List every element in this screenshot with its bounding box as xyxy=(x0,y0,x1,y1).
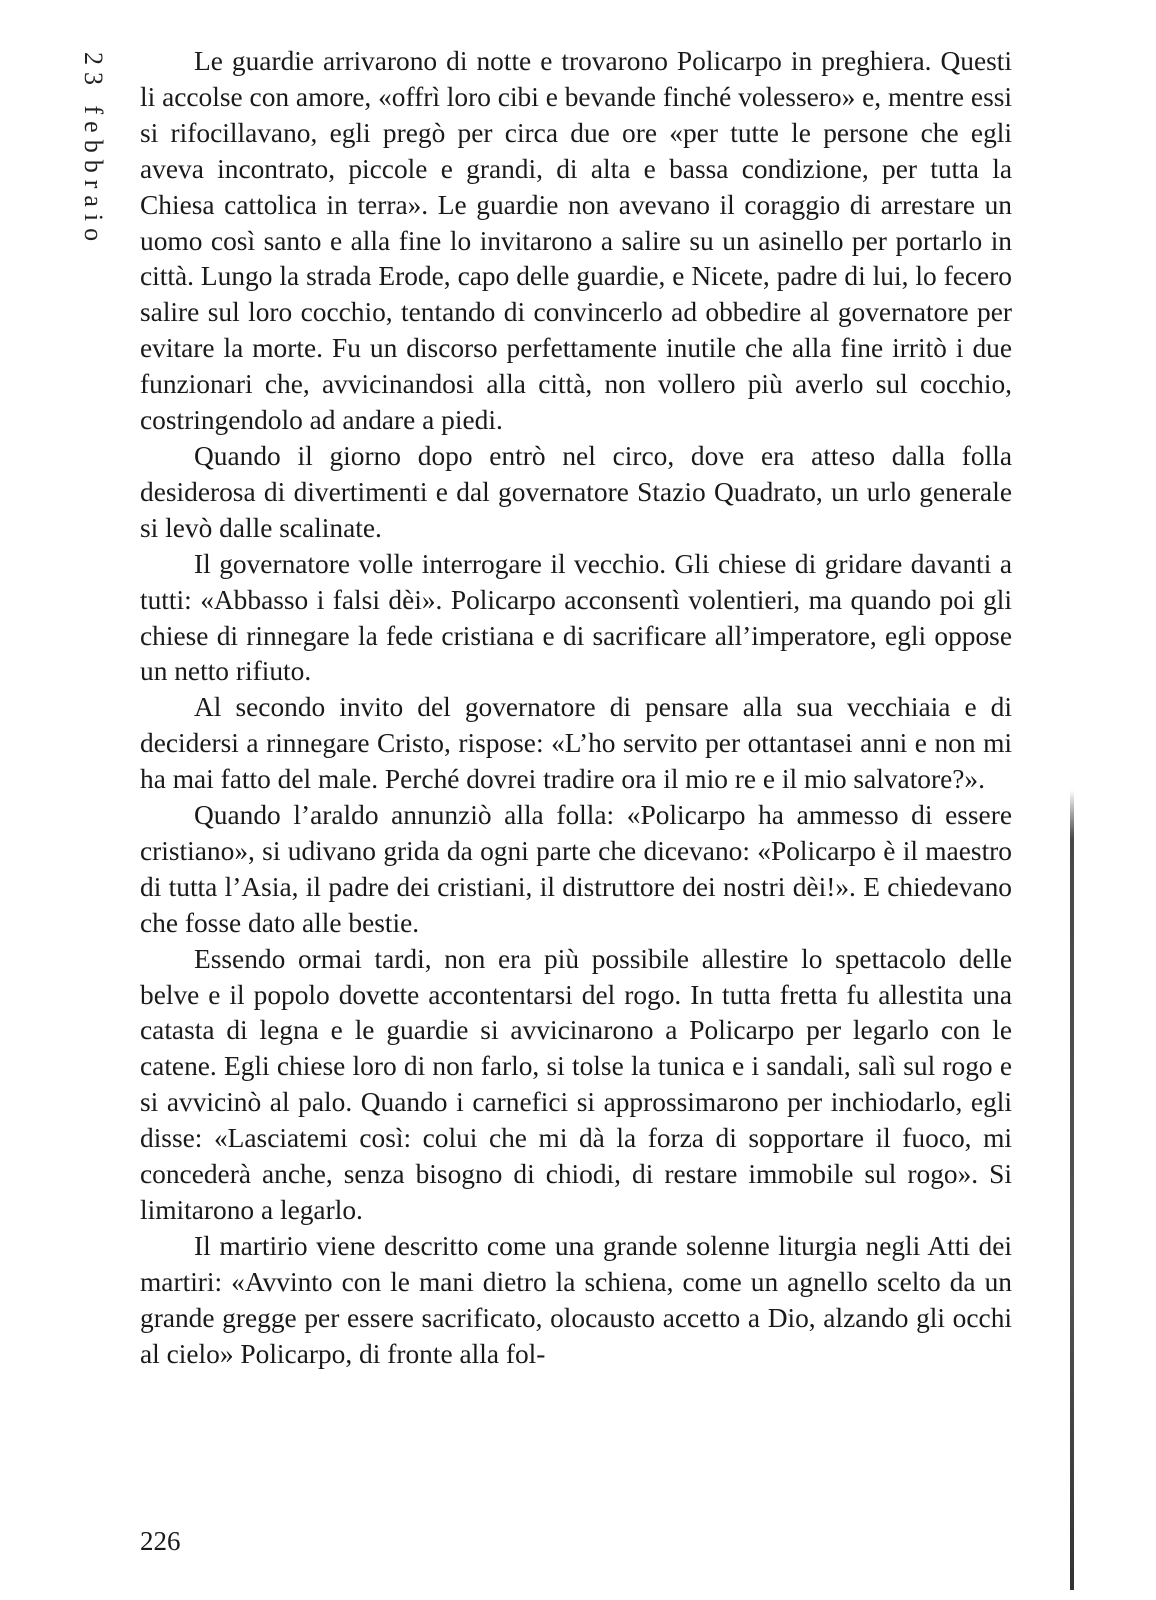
paragraph: Al secondo invito del governatore di pensare alla sua vecchiaia e di decidersi a rinnegare Cristo, rispose: «L’ho servito per ottantasei anni e non mi ha mai fatto del male. Perché dovrei tradire ora il mio re e il mio salvatore?». xyxy=(140,692,1012,795)
paragraph: Le guardie arrivarono di notte e trovarono Policarpo in preghiera. Questi li accolse con amore, «offrì loro cibi e bevande finché volessero» e, mentre essi si rifocillavano, egli pregò per circa due ore «per tutte le persone che egli aveva incontrato, piccole e grandi, di alta e bassa condizione, per tutta la Chiesa cattolica in terra». Le guardie non avevano il coraggio di arrestare un uomo così santo e alla fine lo invitarono a salire su un asinello per portarlo in città. Lungo la strada Erode, capo delle guardie, e Nicete, padre di lui, lo fecero salire sul loro cocchio, tentando di convincerlo ad obbedire al governatore per evitare la morte. Fu un discorso perfettamente inutile che alla fine irritò i due funzionari che, avvicinandosi alla città, non vollero più averlo sul cocchio, costringendolo ad andare a piedi. xyxy=(140,46,1012,436)
paragraph: Essendo ormai tardi, non era più possibile allestire lo spettacolo delle belve e il popolo dovette accontentarsi del rogo. In tutta fretta fu allestita una catasta di legna e le guardie si avvicinarono a Policarpo per legarlo con le catene. Egli chiese loro di non farlo, si tolse la tunica e i sandali, salì sul rogo e si avvicinò al palo. Quando i carnefici si approssimarono per inchiodarlo, egli disse: «Lasciatemi così: colui che mi dà la forza di sopportare il fuoco, mi concederà anche, senza bisogno di chiodi, di restare immobile sul rogo». Si limitarono a legarlo. xyxy=(140,943,1012,1225)
page-number: 226 xyxy=(140,1526,181,1556)
running-head-text: 23 febbraio xyxy=(79,52,108,249)
page-edge-shadow xyxy=(1070,790,1074,1590)
body-text xyxy=(140,44,1012,1373)
running-head xyxy=(72,52,112,272)
paragraph: Quando il giorno dopo entrò nel circo, dove era atteso dalla folla desiderosa di divertimenti e dal governatore Stazio Quadrato, un urlo generale si levò dalle scalinate. xyxy=(140,440,1012,543)
paragraph: Il governatore volle interrogare il vecchio. Gli chiese di gridare davanti a tutti: «Abbasso i falsi dèi». Policarpo acconsentì volentieri, ma quando poi gli chiese di rinnegare la fede cristiana e di sacrificare all’imperatore, egli oppose un netto rifiuto. xyxy=(140,548,1012,687)
paragraph: Quando l’araldo annunziò alla folla: «Policarpo ha ammesso di essere cristiano», si udivano grida da ogni parte che dicevano: «Policarpo è il maestro di tutta l’Asia, il padre dei cristiani, il distruttore dei nostri dèi!». E chiedevano che fosse dato alle bestie. xyxy=(140,800,1012,938)
paragraph: Il martirio viene descritto come una grande solenne liturgia negli Atti dei martiri: «Avvinto con le mani dietro la schiena, come un agnello scelto da un grande gregge per essere sacrificato, olocausto accetto a Dio, alzando gli occhi al cielo» Policarpo, di fronte alla fol- xyxy=(140,1230,1012,1369)
